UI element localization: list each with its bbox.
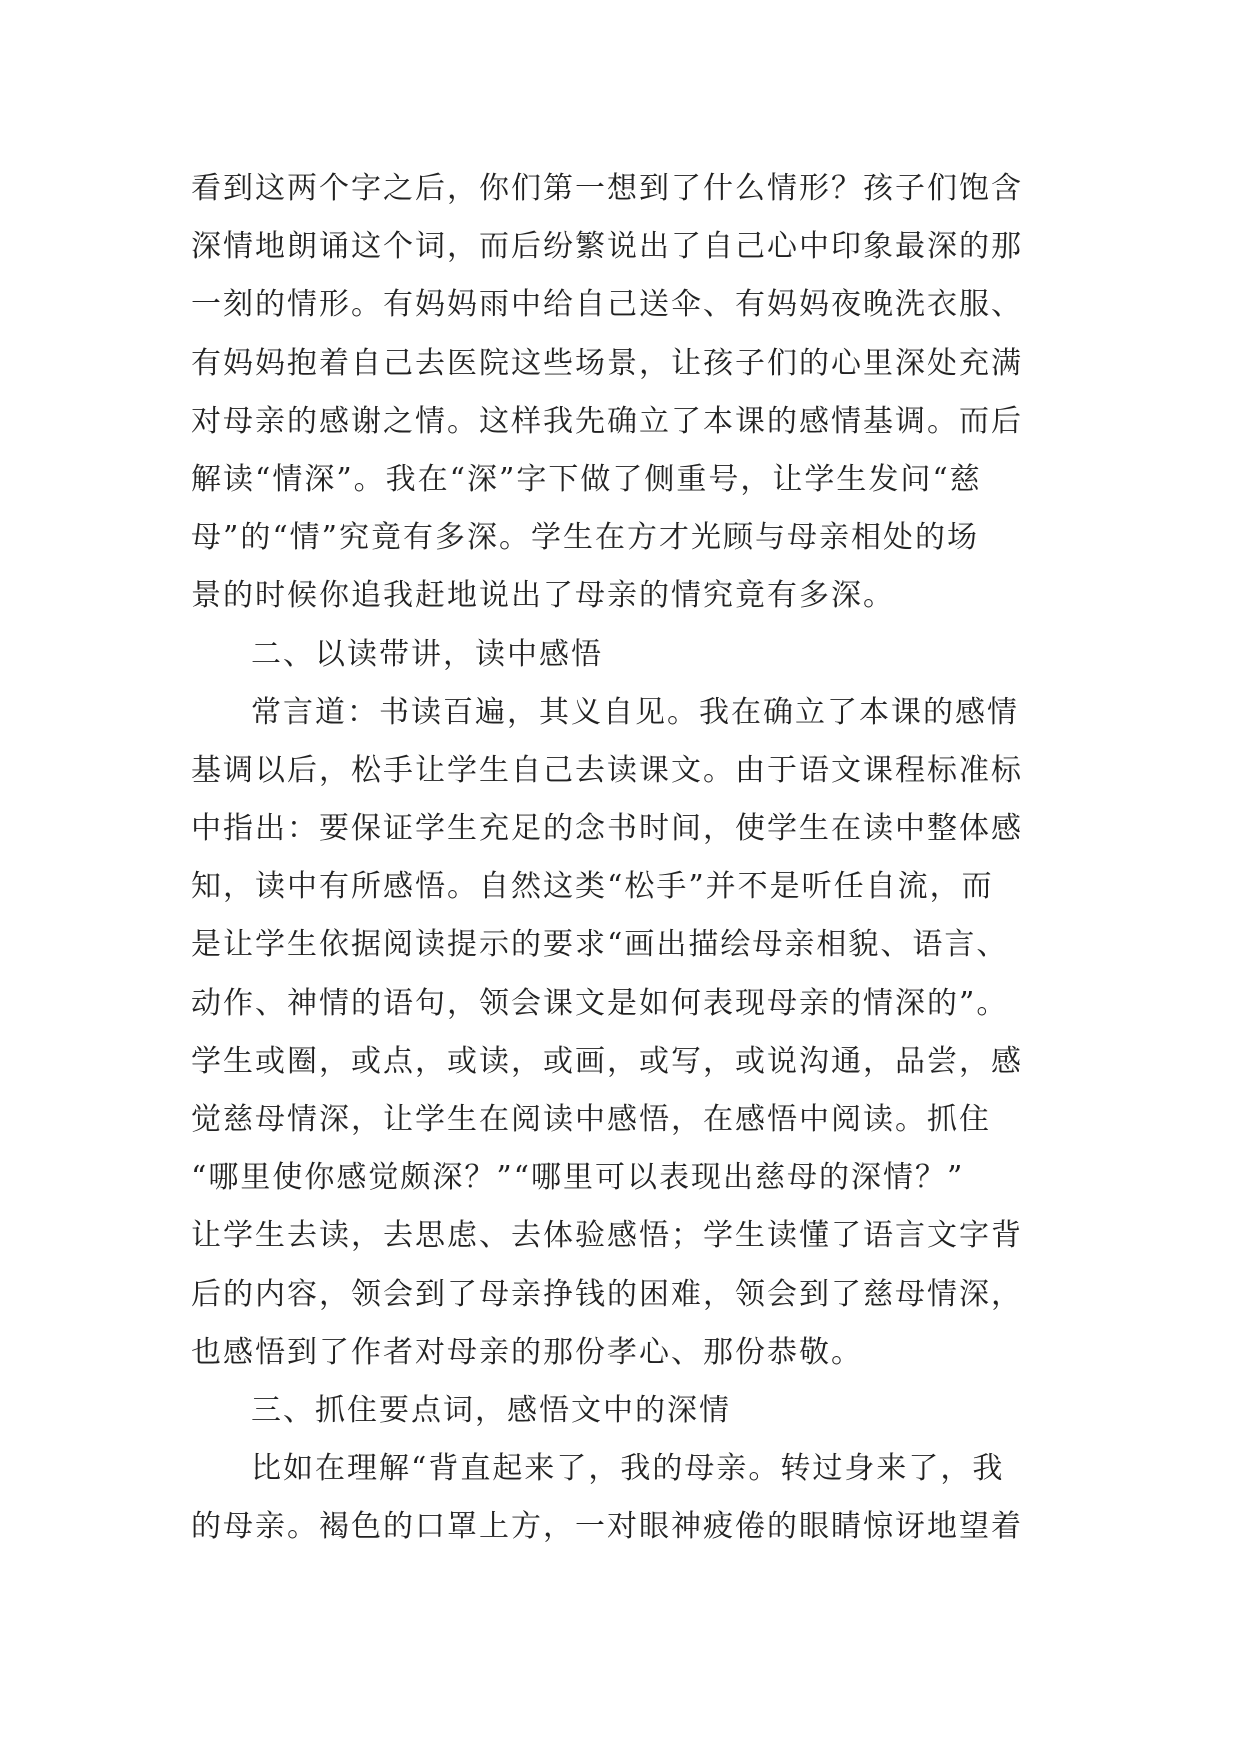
text-line: 比如在理解“背直起来了，我的母亲。转过身来了，我 [251, 1451, 1005, 1487]
body-text [191, 160, 1071, 1557]
text-line: 是让学生依据阅读提示的要求“画出描绘母亲相貌、语言、 [191, 927, 1009, 963]
text-line: 对母亲的感谢之情。这样我先确立了本课的感情基调。而后 [191, 403, 1023, 439]
text-line: 有妈妈抱着自己去医院这些场景，让孩子们的心里深处充满 [191, 345, 1023, 381]
text-line: 看到这两个字之后，你们第一想到了什么情形？孩子们饱含 [191, 171, 1023, 206]
text-line: 觉慈母情深，让学生在阅读中感悟，在感悟中阅读。抓住 [191, 1102, 991, 1137]
text-line: 动作、神情的语句，领会课文是如何表现母亲的情深的”。 [191, 985, 1009, 1021]
text-line: 深情地朗诵这个词，而后纷繁说出了自己心中印象最深的那 [191, 229, 1023, 265]
text-line: 二、以读带讲，读中感悟 [251, 636, 603, 672]
text-line: 解读“情深”。我在“深”字下做了侧重号，让学生发问“慈 [191, 461, 982, 497]
text-line: 后的内容，领会到了母亲挣钱的困难，领会到了慈母情深， [191, 1276, 1023, 1312]
text-line: 学生或圈，或点，或读，或画，或写，或说沟通，品尝，感 [191, 1043, 1023, 1079]
text-line: 让学生去读，去思虑、去体验感悟；学生读懂了语言文字背 [191, 1218, 1023, 1254]
text-line: 景的时候你追我赶地说出了母亲的情究竟有多深。 [191, 578, 895, 614]
text-line: 一刻的情形。有妈妈雨中给自己送伞、有妈妈夜晚洗衣服、 [191, 287, 1023, 323]
text-line: “哪里使你感觉颇深？”“哪里可以表现出慈母的深情？” [191, 1160, 965, 1196]
text-line: 三、抓住要点词，感悟文中的深情 [251, 1392, 731, 1428]
text-line: 常言道：书读百遍，其义自见。我在确立了本课的感情 [251, 694, 1019, 730]
text-line: 也感悟到了作者对母亲的那份孝心、那份恭敬。 [191, 1334, 863, 1370]
text-line: 基调以后，松手让学生自己去读课文。由于语文课程标准标 [191, 752, 1023, 788]
text-line: 母”的“情”究竟有多深。学生在方才光顾与母亲相处的场 [191, 520, 980, 556]
text-line: 知，读中有所感悟。自然这类“松手”并不是听任自流，而 [191, 869, 994, 905]
text-line: 中指出：要保证学生充足的念书时间，使学生在读中整体感 [191, 811, 1023, 847]
text-line: 的母亲。褐色的口罩上方，一对眼神疲倦的眼睛惊讶地望着 [191, 1509, 1023, 1545]
